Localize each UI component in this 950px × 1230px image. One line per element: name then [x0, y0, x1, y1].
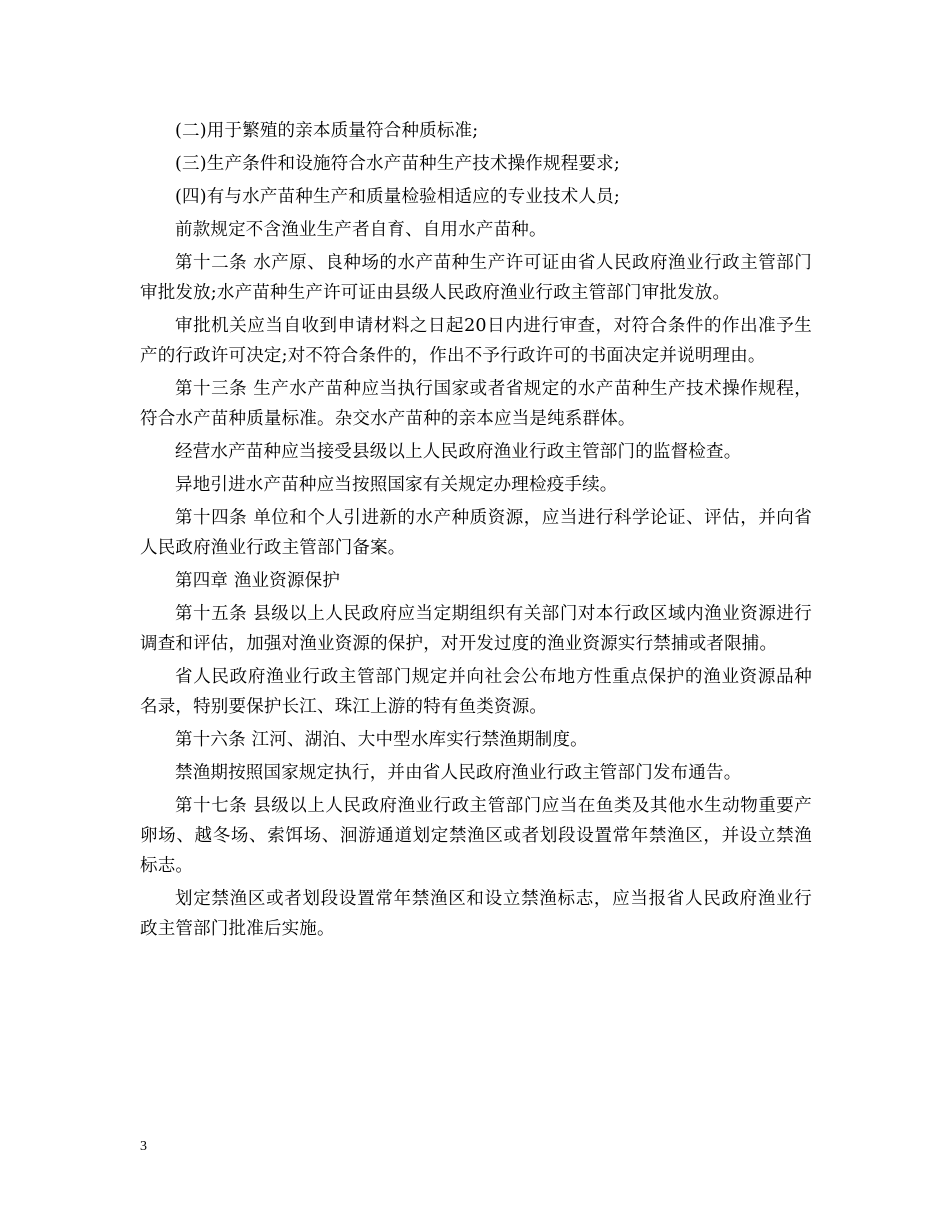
- article-15-protected-species: 省人民政府渔业行政主管部门规定并向社会公布地方性重点保护的渔业资源品种名录，特别要保护长江、珠江上游的特有鱼类资源。: [140, 667, 812, 717]
- page-number: 3: [140, 1139, 147, 1154]
- paragraph-item-2: (二)用于繁殖的亲本质量符合种质标准;: [175, 121, 479, 141]
- document-body: [140, 116, 812, 947]
- article-14: 第十四条 单位和个人引进新的水产种质资源，应当进行科学论证、评估，并向省人民政府渔业行政主管部门备案。: [140, 508, 812, 558]
- article-16: 第十六条 江河、湖泊、大中型水库实行禁渔期制度。: [175, 730, 588, 750]
- article-12-review: 审批机关应当自收到申请材料之日起20日内进行审查，对符合条件的作出准予生产的行政许可决定;对不符合条件的，作出不予行政许可的书面决定并说明理由。: [140, 316, 812, 366]
- article-13-quarantine: 异地引进水产苗种应当按照国家有关规定办理检疫手续。: [175, 475, 618, 495]
- article-12: 第十二条 水产原、良种场的水产苗种生产许可证由省人民政府渔业行政主管部门审批发放;水产苗种生产许可证由县级人民政府渔业行政主管部门审批发放。: [140, 253, 812, 303]
- article-15: 第十五条 县级以上人民政府应当定期组织有关部门对本行政区域内渔业资源进行调查和评估，加强对渔业资源的保护，对开发过度的渔业资源实行禁捕或者限捕。: [140, 604, 812, 654]
- paragraph-item-4: (四)有与水产苗种生产和质量检验相适应的专业技术人员;: [175, 187, 620, 207]
- article-16-notice: 禁渔期按照国家规定执行，并由省人民政府渔业行政主管部门发布通告。: [175, 763, 742, 783]
- paragraph-item-3: (三)生产条件和设施符合水产苗种生产技术操作规程要求;: [175, 154, 620, 174]
- paragraph-exclusion-note: 前款规定不含渔业生产者自育、自用水产苗种。: [175, 220, 547, 240]
- article-17-approval: 划定禁渔区或者划段设置常年禁渔区和设立禁渔标志，应当报省人民政府渔业行政主管部门批准后实施。: [140, 889, 812, 939]
- chapter-4-heading: 第四章 渔业资源保护: [175, 571, 341, 591]
- article-13: 第十三条 生产水产苗种应当执行国家或者省规定的水产苗种生产技术操作规程，符合水产苗种质量标准。杂交水产苗种的亲本应当是纯系群体。: [140, 379, 812, 429]
- article-17: 第十七条 县级以上人民政府渔业行政主管部门应当在鱼类及其他水生动物重要产卵场、越冬场、索饵场、洄游通道划定禁渔区或者划段设置常年禁渔区，并设立禁渔标志。: [140, 796, 812, 876]
- article-13-supervision: 经营水产苗种应当接受县级以上人民政府渔业行政主管部门的监督检查。: [175, 442, 742, 462]
